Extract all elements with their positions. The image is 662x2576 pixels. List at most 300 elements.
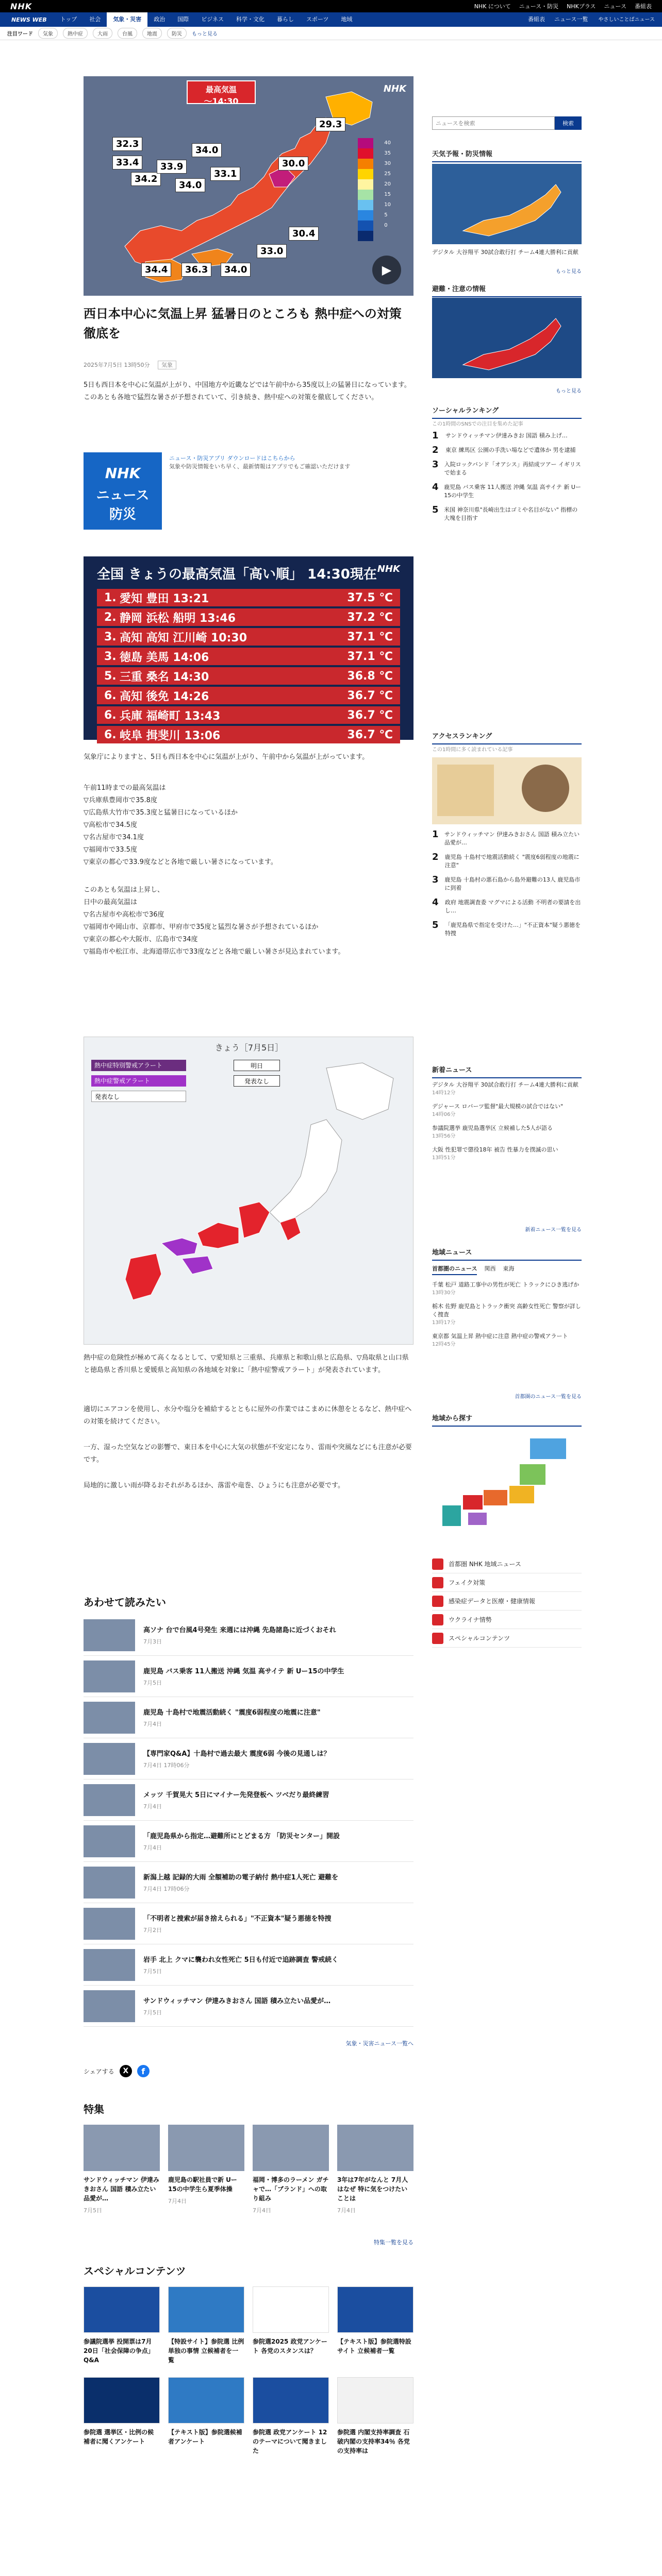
- bosai-app-promo[interactable]: [84, 452, 350, 530]
- temp-label: 30.0: [278, 157, 308, 171]
- nhk-logo[interactable]: NHK: [10, 1, 32, 11]
- feature-title[interactable]: 3年は7年がなんと 7月人はなぜ 特に気をつけたいことは: [337, 2176, 408, 2202]
- ranking-name: 高知 高知 江川崎 10:30: [120, 631, 247, 645]
- related-title[interactable]: 「不明者と捜索が届き捨えられる」"不正資本"疑う悪徳を特捜: [143, 1915, 332, 1923]
- temp-label: 33.4: [112, 156, 142, 170]
- temp-label: 34.0: [221, 263, 251, 277]
- ranking-value: 36.7 ℃: [347, 689, 393, 702]
- feature-thumb[interactable]: [337, 2125, 413, 2171]
- special-thumb[interactable]: [168, 2286, 244, 2333]
- ranking-nhk-logo: NHK: [377, 564, 400, 574]
- ranking-item[interactable]: [432, 921, 582, 938]
- legend-label: 40: [384, 140, 391, 146]
- ranking-text[interactable]: 鹿児島 十島村の悪石島から島外避難の13人 鹿児島市に到着: [444, 876, 581, 891]
- social-ranking-heading: ソーシャルランキング: [432, 405, 582, 419]
- related-thumb[interactable]: [84, 1619, 135, 1651]
- special-thumb[interactable]: [84, 2377, 160, 2424]
- hero-box-time: ～14:30: [204, 96, 239, 106]
- related-date: 7月5日: [143, 2009, 162, 2016]
- nav-easy-news[interactable]: やさしいことばニュース: [598, 16, 655, 23]
- nav-item-science[interactable]: 科学・文化: [236, 16, 264, 23]
- special-card[interactable]: [337, 2377, 413, 2455]
- special-card[interactable]: [168, 2377, 244, 2455]
- ranking-number: 4: [432, 482, 439, 493]
- temp-label: 36.3: [181, 263, 211, 277]
- news-text[interactable]: 栃木 佐野 鹿児島とトラック衝突 高齢女性死亡 警察が詳しく捜査: [432, 1303, 581, 1318]
- feature-thumb[interactable]: [84, 2125, 160, 2171]
- legend-label: 20: [384, 181, 391, 187]
- body-paragraph: 一方、湿った空気などの影響で、東日本を中心に大気の状態が不安定になり、雷雨や突風などにも注意が必要です。: [84, 1444, 412, 1464]
- special-thumb[interactable]: [84, 2286, 160, 2333]
- ranking-value: 37.1 ℃: [347, 630, 393, 643]
- sub-nav-item[interactable]: 気象: [38, 28, 58, 39]
- ranking-name: 徳島 美馬 14:06: [120, 651, 209, 664]
- top-link-about[interactable]: NHK について: [474, 3, 511, 10]
- related-title[interactable]: 「鹿児島県から指定…避難所にとどまる方 「防災センター」開設: [143, 1833, 340, 1840]
- ranking-num: 6.: [104, 689, 117, 702]
- body-paragraph: 局地的に激しい雨が降るおそれがあるほか、落雷や竜巻、ひょうにも注意が必要です。: [84, 1482, 344, 1489]
- related-item[interactable]: [84, 1656, 413, 1697]
- bosai-desc: 気象や防災情報をいち早く、最新情報はアプリでもご確認いただけます: [169, 463, 351, 470]
- legend-label: 0: [384, 223, 388, 228]
- x-share-icon[interactable]: X: [120, 2065, 132, 2077]
- sub-nav: [0, 27, 662, 40]
- sub-nav-item[interactable]: 台風: [118, 28, 137, 39]
- special-title[interactable]: 参議院選挙 投開票は7月20日「社会保障の争点」Q&A: [84, 2338, 154, 2364]
- special-thumb[interactable]: [253, 2377, 329, 2424]
- related-thumb[interactable]: [84, 1908, 135, 1940]
- side-link-label[interactable]: フェイク対策: [449, 1579, 486, 1586]
- news-text[interactable]: 東京都 気温上昇 熱中症に注意 熱中症の警戒アラート: [432, 1333, 568, 1340]
- related-thumb[interactable]: [84, 1784, 135, 1816]
- play-icon[interactable]: ▶: [372, 256, 401, 284]
- weather-more-link[interactable]: もっと見る: [556, 269, 582, 275]
- feature-card[interactable]: [168, 2125, 244, 2214]
- article-date: [84, 361, 176, 369]
- related-thumb[interactable]: [84, 1949, 135, 1981]
- ranking-item[interactable]: [432, 461, 582, 477]
- news-item[interactable]: [432, 1081, 582, 1097]
- special-thumb[interactable]: [337, 2286, 413, 2333]
- related-item[interactable]: [84, 1903, 413, 1944]
- related-text: [143, 1954, 338, 1975]
- legend-swatch: [358, 169, 373, 179]
- related-item[interactable]: [84, 1697, 413, 1738]
- side-link[interactable]: [432, 1611, 582, 1629]
- ranking-item[interactable]: [432, 853, 582, 870]
- top-bar: [0, 0, 662, 12]
- ranking-number: 2: [432, 852, 439, 862]
- legend-label: [384, 231, 391, 241]
- ranking-row: [97, 667, 400, 685]
- nav-item-sports[interactable]: スポーツ: [306, 16, 329, 23]
- related-heading: あわせて読みたい: [84, 1596, 166, 1608]
- related-thumb[interactable]: [84, 1867, 135, 1899]
- link-icon: [432, 1633, 443, 1644]
- related-title[interactable]: 鹿児島 バス乗客 11人搬送 沖縄 気温 高サイテ 新 Uー15の中学生: [143, 1668, 344, 1675]
- nav-program[interactable]: 番組表: [528, 16, 545, 23]
- news-item[interactable]: [432, 1146, 582, 1162]
- feature-card[interactable]: [337, 2125, 413, 2214]
- related-date: 7月2日: [143, 1927, 162, 1934]
- new-news-list: [432, 1081, 582, 1167]
- news-web-brand[interactable]: NEWS WEB: [11, 16, 47, 23]
- ranking-text[interactable]: 入院ロックバンド「オアシス」再結成ツアー イギリスで始まる: [444, 461, 581, 476]
- ranking-item[interactable]: [432, 432, 582, 440]
- sub-nav-item[interactable]: 大雨: [93, 28, 112, 39]
- special-title[interactable]: 参院選2025 政党アンケート 各党のスタンスは？: [253, 2338, 327, 2354]
- map-tomorrow-button[interactable]: 明日: [234, 1060, 280, 1071]
- bosai-link[interactable]: ニュース・防災アプリ ダウンロードはこちらから: [169, 455, 295, 462]
- ranking-row: [97, 648, 400, 665]
- news-text[interactable]: デジタル 大谷翔平 30試合敢行打 チーム4連大勝利に貢献: [432, 1081, 578, 1088]
- ranking-text[interactable]: サンドウィッチマン 伊達みきおさん 国語 積み立たい品愛が…: [444, 831, 580, 846]
- related-title[interactable]: メッツ 千賀晃大 5日にマイナー先発登板へ ツベだり最終練習: [143, 1791, 329, 1799]
- feature-title[interactable]: 鹿児島の駅社員で新 Uー15の中学生ら夏季体操: [168, 2176, 237, 2193]
- ranking-num: 3.: [104, 650, 117, 663]
- link-icon: [432, 1558, 443, 1570]
- alert-more-link[interactable]: もっと見る: [556, 388, 582, 394]
- sub-nav-item[interactable]: 防災: [167, 28, 187, 39]
- legend-label: 30: [384, 161, 391, 166]
- nav-news-list[interactable]: ニュース一覧: [554, 16, 588, 23]
- nav-right: [526, 12, 658, 27]
- top-link-program[interactable]: 番組表: [635, 3, 652, 10]
- temperature-ranking-image: [84, 556, 413, 740]
- feature-title[interactable]: サンドウィッチマン 伊達みきおさん 国語 積み立たい品愛が…: [84, 2176, 159, 2202]
- article-tag[interactable]: 気象: [158, 361, 176, 369]
- temp-label: 34.0: [175, 178, 205, 192]
- special-card[interactable]: [168, 2286, 244, 2365]
- legend-swatch: [358, 200, 373, 210]
- legend-swatch: [358, 210, 373, 221]
- special-title[interactable]: 参院選 内閣支持率調査 石破内閣の支持率34％ 各党の支持率は: [337, 2429, 410, 2454]
- access-ranking-list: [432, 831, 582, 944]
- related-title[interactable]: 鹿児島 十島村で地震活動続く "震度6弱程度の地震に注意": [143, 1709, 321, 1717]
- side-link[interactable]: [432, 1629, 582, 1648]
- nav-item-society[interactable]: 社会: [89, 16, 101, 23]
- hero-video[interactable]: [84, 76, 413, 296]
- news-item[interactable]: [432, 1103, 582, 1119]
- related-item[interactable]: [84, 1986, 413, 2027]
- legend-swatch: [358, 138, 373, 148]
- legend-swatch: [358, 179, 373, 190]
- local-news-list: [432, 1281, 582, 1354]
- japan-region-icon: [432, 1428, 582, 1536]
- top-link-plus[interactable]: NHKプラス: [567, 3, 596, 10]
- related-text: [143, 1707, 321, 1728]
- feature-more-link[interactable]: 特集一覧を見る: [374, 2239, 413, 2246]
- ranking-num: 6.: [104, 708, 117, 722]
- related-item[interactable]: [84, 1738, 413, 1780]
- related-list: [84, 1615, 413, 2027]
- access-ranking-banner[interactable]: [432, 757, 582, 824]
- feature-date: 7月5日: [84, 2207, 102, 2214]
- side-link[interactable]: [432, 1573, 582, 1592]
- new-news-heading: 新着ニュース: [432, 1064, 582, 1078]
- news-date: 13時17分: [432, 1320, 456, 1326]
- ranking-item[interactable]: [432, 446, 582, 454]
- ranking-row: [97, 726, 400, 743]
- related-text: [143, 1789, 329, 1810]
- body-paragraph: 午前11時までの最高気温は ▽兵庫県豊岡市で35.8度 ▽広島県大竹市で35.3度と猛暑日になっているほか ▽高松市で34.5度 ▽名古屋市で34.1度 ▽福岡市で33.5度 ▽東京の都心で33.9度などと各地で厳しい暑さになっています。: [84, 784, 277, 866]
- ranking-item[interactable]: [432, 483, 582, 500]
- side-link[interactable]: [432, 1555, 582, 1573]
- link-icon: [432, 1596, 443, 1607]
- bosai-app-text: [169, 452, 350, 471]
- link-icon: [432, 1577, 443, 1588]
- related-text: [143, 1624, 336, 1646]
- related-item[interactable]: [84, 1821, 413, 1862]
- news-text[interactable]: 参議院選挙 鹿児島選挙区 立候補した5人が語る: [432, 1125, 553, 1131]
- ranking-row: [97, 589, 400, 606]
- side-link[interactable]: [432, 1592, 582, 1611]
- special-thumb[interactable]: [337, 2377, 413, 2424]
- ranking-text[interactable]: 政府 地震調査委 マグマによる活動 不明者の要請を出し…: [444, 899, 581, 914]
- share-bar: [84, 2065, 150, 2077]
- legend-swatch: [358, 159, 373, 169]
- nav-item-life[interactable]: 暮らし: [276, 16, 294, 23]
- temp-label: 29.3: [316, 117, 345, 131]
- ranking-item[interactable]: [432, 876, 582, 892]
- tenki-heading: 避難・注意の情報: [432, 283, 582, 297]
- nav-item-top[interactable]: トップ: [60, 16, 77, 23]
- search-form: [432, 116, 582, 130]
- special-card[interactable]: [253, 2286, 329, 2365]
- ranking-text[interactable]: 「鹿児島県で指定を受けた…」"不正資本"疑う悪徳を特捜: [444, 922, 581, 937]
- news-date: 13時56分: [432, 1133, 456, 1139]
- ranking-num: 6.: [104, 728, 117, 741]
- ranking-number: 2: [432, 445, 439, 455]
- related-text: [143, 1995, 330, 2016]
- article-title: 西日本中心に気温上昇 猛暑日のところも 熱中症への対策徹底を: [84, 307, 402, 341]
- weather-heading: 天気予報・防災情報: [432, 148, 582, 162]
- related-thumb[interactable]: [84, 1660, 135, 1692]
- ranking-text[interactable]: サンドウィッチマン伊達みきお 国語 積み上げ…: [445, 432, 568, 439]
- ranking-name: 兵庫 福崎町 13:43: [120, 709, 221, 723]
- search-button[interactable]: 検索: [555, 116, 582, 130]
- related-item[interactable]: [84, 1944, 413, 1986]
- japan-alert-icon: [432, 298, 582, 378]
- feature-heading: 特集: [84, 2103, 104, 2115]
- body-paragraph: このあとも気温は上昇し、 日中の最高気温は ▽名古屋市や高松市で36度 ▽福岡市や岡山市、京都市、甲府市で35度と猛烈な暑さが予想されているほか ▽東京の都心や大阪市、広島市で34度 ▽福島市や松江市、北海道帯広市で33度などと各地で厳しい暑さが見込まれています。: [84, 886, 345, 956]
- ranking-text[interactable]: 東京 練馬区 公園の手洗い場などで遺体か 男を逮捕: [445, 447, 576, 453]
- japan-weather-icon: [432, 164, 582, 244]
- ranking-name: 岐阜 揖斐川 13:06: [120, 729, 221, 742]
- local-tab[interactable]: 東海: [503, 1265, 515, 1272]
- nav-item-business[interactable]: ビジネス: [201, 16, 224, 23]
- ranking-name: 愛知 豊田 13:21: [120, 592, 209, 605]
- hero-box-title: 最高気温: [205, 85, 237, 94]
- alert-map-image[interactable]: [432, 298, 582, 378]
- feature-title[interactable]: 福岡・博多のラーメン ガチャで…「ブランド」への取り組み: [253, 2176, 329, 2202]
- local-tab[interactable]: 首都圏のニュース: [432, 1264, 477, 1275]
- related-text: [143, 1748, 330, 1769]
- temp-label: 34.2: [131, 172, 161, 186]
- special-card[interactable]: [84, 2377, 160, 2455]
- ranking-number: 3: [432, 874, 439, 885]
- temperature-legend: [358, 138, 373, 241]
- special-title[interactable]: 【テキスト版】参院選候補者アンケート: [168, 2429, 242, 2445]
- legend-label: 35: [384, 150, 391, 156]
- special-grid: [84, 2286, 413, 2455]
- special-card[interactable]: [337, 2286, 413, 2365]
- main-nav: [0, 12, 662, 27]
- related-item[interactable]: [84, 1862, 413, 1903]
- regional-map[interactable]: [432, 1428, 582, 1536]
- heat-alert-map: [84, 1037, 413, 1345]
- legend-swatch: [358, 190, 373, 200]
- feature-date: 7月4日: [337, 2207, 356, 2214]
- ranking-value: 37.2 ℃: [347, 611, 393, 624]
- share-label: シェアする: [84, 2067, 114, 2075]
- nav-item-politics[interactable]: 政治: [154, 16, 166, 23]
- new-news-more-link[interactable]: 新着ニュース一覧を見る: [525, 1227, 582, 1233]
- special-thumb[interactable]: [253, 2286, 329, 2333]
- ranking-item[interactable]: [432, 506, 582, 522]
- related-date: 7月4日: [143, 1803, 162, 1810]
- weather-item[interactable]: デジタル 大谷翔平 30試合敢行打 チーム4連大勝利に貢献: [432, 249, 578, 256]
- related-thumb[interactable]: [84, 1743, 135, 1775]
- related-item[interactable]: [84, 1615, 413, 1656]
- legend-swatch: [358, 221, 373, 231]
- temp-label: 33.9: [157, 160, 187, 174]
- news-item[interactable]: [432, 1124, 582, 1141]
- news-text[interactable]: デジャース ロバーツ監督"最大規模の試合ではない": [432, 1103, 564, 1110]
- ranking-number: 3: [432, 459, 439, 470]
- ranking-item[interactable]: [432, 899, 582, 915]
- special-title[interactable]: 【テキスト版】参院選特設サイト 立候補者一覧: [337, 2338, 411, 2354]
- japan-alert-map: [84, 1037, 413, 1345]
- special-thumb[interactable]: [168, 2377, 244, 2424]
- map-none-button[interactable]: 発表なし: [234, 1075, 280, 1087]
- ranking-text[interactable]: 鹿児島 十島村で地震活動続く "震度6弱程度の地震に注意": [444, 854, 580, 869]
- top-link-bosai[interactable]: ニュース・防災: [519, 3, 559, 10]
- legend-label: 15: [384, 192, 391, 197]
- feature-card[interactable]: [84, 2125, 160, 2214]
- sub-nav-more[interactable]: もっと見る: [192, 31, 218, 37]
- nav-item-weather[interactable]: 気象・災害: [107, 12, 147, 27]
- access-ranking-sub: この1時間に多く読まれている記事: [432, 747, 513, 753]
- sub-nav-item[interactable]: 地震: [142, 28, 162, 39]
- search-input[interactable]: [432, 116, 555, 130]
- ranking-num: 2.: [104, 611, 117, 624]
- news-item[interactable]: [432, 1302, 582, 1327]
- side-link-label[interactable]: ウクライナ情勢: [449, 1616, 492, 1623]
- local-tab[interactable]: 関西: [484, 1265, 496, 1272]
- related-thumb[interactable]: [84, 1702, 135, 1734]
- news-date: 13時30分: [432, 1290, 456, 1296]
- ranking-row: [97, 706, 400, 724]
- news-date: 13時51分: [432, 1155, 456, 1161]
- news-text[interactable]: 大阪 性犯罪で懲役18年 被告 性暴力を撲滅の思い: [432, 1146, 558, 1153]
- related-title[interactable]: 高ソナ 台で台風4号発生 来週には沖縄 先島諸島に近づくおそれ: [143, 1626, 336, 1634]
- ranking-num: 1.: [104, 591, 117, 604]
- feature-thumb[interactable]: [253, 2125, 329, 2171]
- side-link-label[interactable]: 感染症データと医療・健康情報: [449, 1598, 536, 1605]
- weather-list: [432, 248, 582, 262]
- nav-item-local[interactable]: 地域: [341, 16, 353, 23]
- sub-nav-item[interactable]: 熱中症: [63, 28, 88, 39]
- special-card[interactable]: [253, 2377, 329, 2455]
- news-item[interactable]: [432, 1281, 582, 1297]
- side-link-label[interactable]: 首都圏 NHK 地域ニュース: [449, 1561, 521, 1568]
- ranking-row: [97, 687, 400, 704]
- bosai-app-logo: NHK ニュース 防災: [84, 452, 162, 530]
- legend-swatch: [358, 148, 373, 159]
- access-ranking-heading: アクセスランキング: [432, 731, 582, 744]
- related-text: [143, 1872, 338, 1893]
- related-more-link[interactable]: 気象・災害ニュース一覧へ: [345, 2040, 413, 2047]
- nav-item-world[interactable]: 国際: [177, 16, 189, 23]
- related-thumb[interactable]: [84, 1990, 135, 2022]
- related-title[interactable]: 岩手 北上 クマに襲われ女性死亡 5日も付近で追跡調査 警戒続く: [143, 1956, 339, 1964]
- body-paragraph: 熱中症の危険性が極めて高くなるとして、▽愛知県と三重県、兵庫県と和歌山県と広島県、▽鳥取県と山口県と徳島県と香川県と愛媛県と高知県の各地域を対象に「熱中症警戒アラート」が発表されています。: [84, 1354, 409, 1374]
- feature-card[interactable]: [253, 2125, 329, 2214]
- article-date-text: 2025年7月5日 13時50分: [84, 362, 150, 368]
- related-text: [143, 1666, 344, 1687]
- weather-map-image[interactable]: [432, 164, 582, 244]
- related-title[interactable]: サンドウィッチマン 伊達みきおさん 国語 積み立たい品愛が…: [143, 1997, 331, 2005]
- side-link-label[interactable]: スペシャルコンテンツ: [449, 1635, 510, 1642]
- facebook-share-icon[interactable]: f: [137, 2065, 150, 2077]
- legend-label: 25: [384, 171, 391, 177]
- legend-alert: 熱中症警戒アラート: [91, 1075, 186, 1087]
- ranking-number: 5: [432, 920, 439, 930]
- related-item[interactable]: [84, 1780, 413, 1821]
- related-title[interactable]: 新潟上越 記録的大雨 全額補助の電子納付 熱中症1人死亡 避難を: [143, 1874, 339, 1882]
- temp-label: 33.0: [257, 244, 287, 258]
- ranking-value: 37.5 ℃: [347, 591, 393, 604]
- related-thumb[interactable]: [84, 1825, 135, 1857]
- ranking-item[interactable]: [432, 831, 582, 847]
- ranking-number: 1: [432, 829, 439, 840]
- sub-nav-label: 注目ワード: [7, 31, 33, 37]
- related-date: 7月5日: [143, 1968, 162, 1975]
- news-date: 12時45分: [432, 1342, 456, 1347]
- banner-image-icon: [432, 757, 582, 824]
- ranking-num: 3.: [104, 630, 117, 643]
- ranking-text[interactable]: 米国 神奈川県"長崎出生はゴミや名目がない" 指標の大塊を目指す: [444, 506, 578, 521]
- temp-label: 32.3: [112, 137, 142, 151]
- legend-label: 5: [384, 212, 388, 218]
- related-date: 7月4日: [143, 1844, 162, 1851]
- ranking-value: 36.7 ℃: [347, 708, 393, 722]
- special-title[interactable]: 参院選 選挙区・比例の候補者に聞くアンケート: [84, 2429, 154, 2445]
- temp-label: 33.1: [210, 167, 240, 181]
- ranking-value: 36.7 ℃: [347, 728, 393, 741]
- social-ranking-sub: この1時間のSNSでの注目を集めた記事: [432, 421, 523, 427]
- news-text[interactable]: 千葉 松戸 道路工事中の男性が死亡 トラックにひき逃げか: [432, 1281, 580, 1288]
- special-card[interactable]: [84, 2286, 160, 2365]
- feature-thumb[interactable]: [168, 2125, 244, 2171]
- special-title[interactable]: 参院選 政党アンケート 12のテーマについて聞きました: [253, 2429, 327, 2454]
- ranking-value: 37.1 ℃: [347, 650, 393, 663]
- ranking-row: [97, 608, 400, 626]
- related-title[interactable]: 【専門家Q&A】十島村で過去最大 震度6弱 今後の見通しは？: [143, 1750, 330, 1758]
- related-date: 7月3日: [143, 1638, 162, 1645]
- top-link-news[interactable]: ニュース: [604, 3, 626, 10]
- news-item[interactable]: [432, 1332, 582, 1349]
- regional-heading: 地域から探す: [432, 1413, 582, 1427]
- ranking-number: 5: [432, 504, 439, 515]
- feature-date: 7月4日: [253, 2207, 271, 2214]
- ranking-text[interactable]: 鹿児島 バス乗客 11人搬送 沖縄 気温 高サイテ 新 Uー15の中学生: [444, 484, 581, 499]
- special-title[interactable]: 【特設サイト】参院選 比例単独の事情 立候補者を一覧: [168, 2338, 244, 2364]
- ranking-header: [97, 564, 400, 583]
- local-news-more-link[interactable]: 首都圏のニュース一覧を見る: [515, 1394, 582, 1400]
- hero-nhk-logo: NHK: [383, 83, 406, 94]
